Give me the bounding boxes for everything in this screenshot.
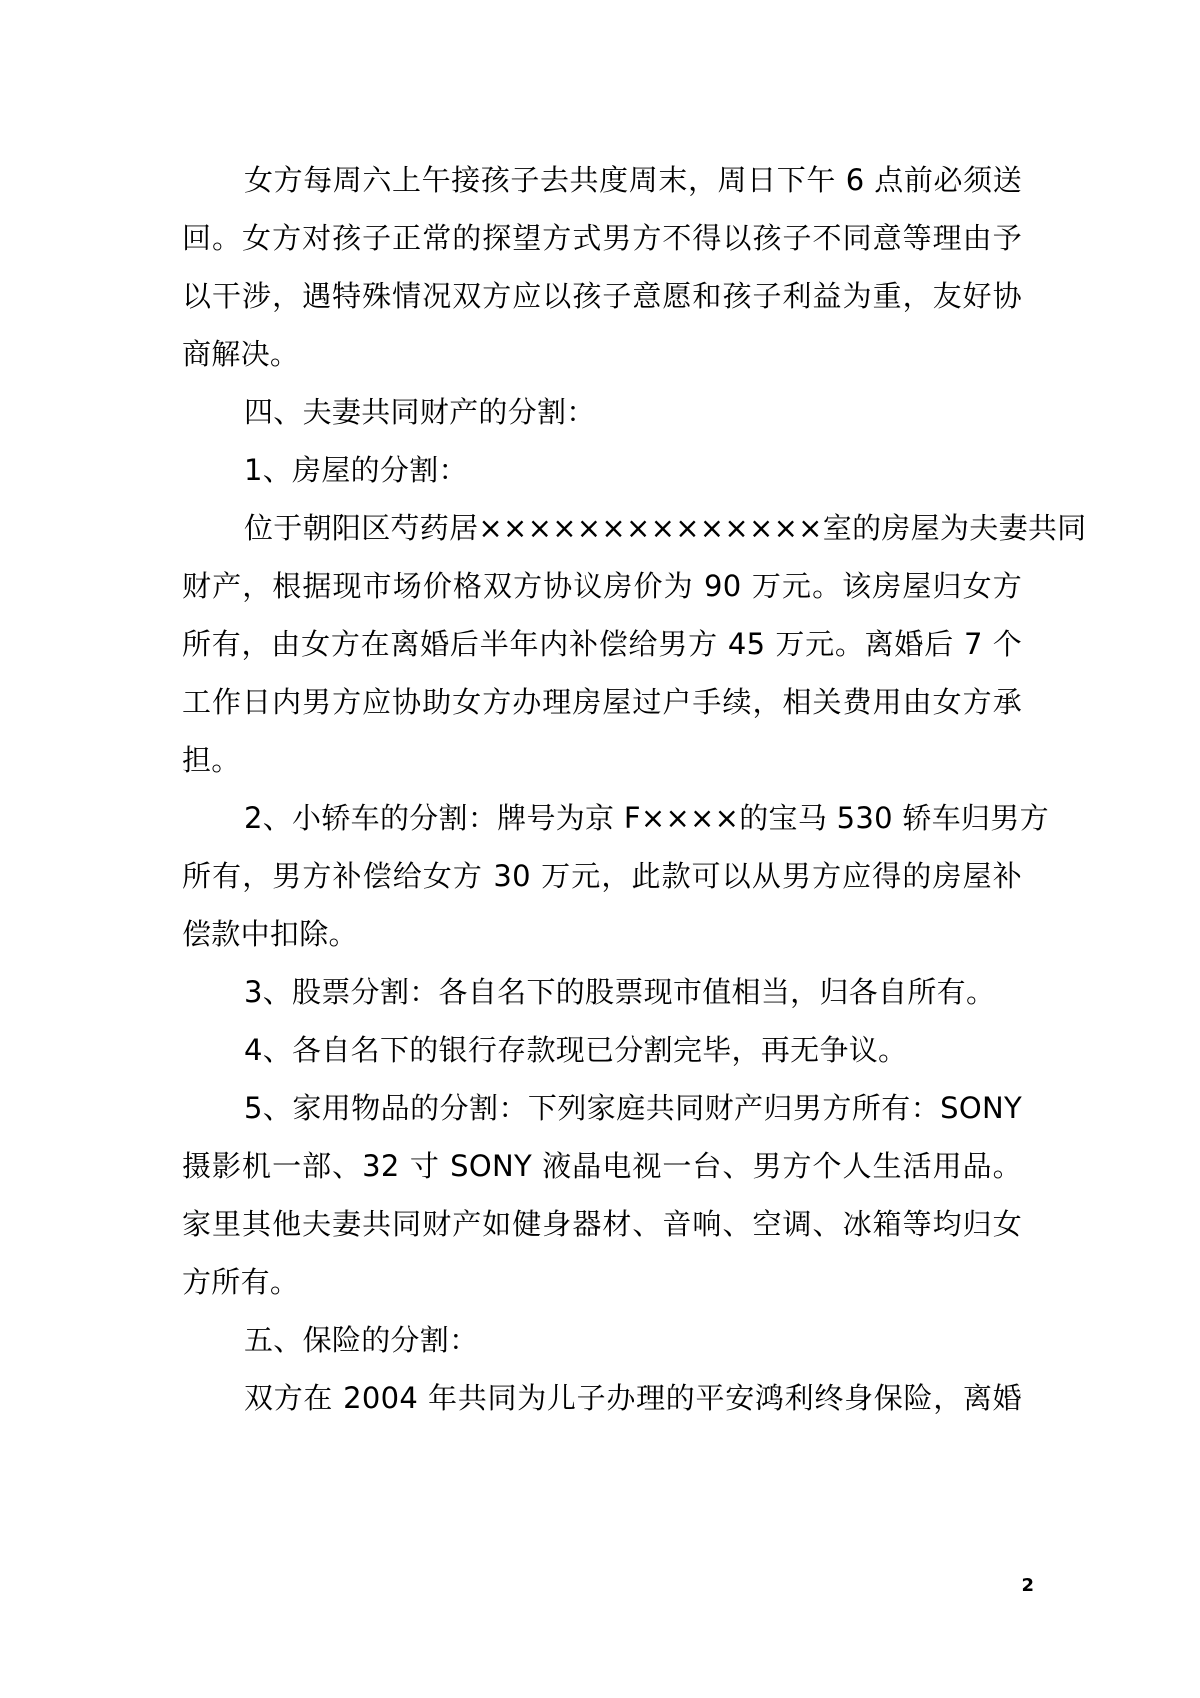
text-line: 所有，男方补偿给女方 30 万元，此款可以从男方应得的房屋补	[182, 859, 1022, 893]
text-line: 商解决。	[182, 337, 300, 371]
text-line: 财产，根据现市场价格双方协议房价为 90 万元。该房屋归女方	[182, 569, 1022, 603]
text-line: 担。	[182, 743, 241, 777]
text-line: 双方在 2004 年共同为儿子办理的平安鸿利终身保险，离婚	[244, 1381, 1022, 1415]
subsection-heading: 1、房屋的分割：	[244, 453, 468, 487]
text-line: 位于朝阳区芍药居××××××××××××××室的房屋为夫妻共同	[244, 511, 1087, 545]
text-line: 摄影机一部、32 寸 SONY 液晶电视一台、男方个人生活用品。	[182, 1149, 1022, 1183]
text-line: 以干涉，遇特殊情况双方应以孩子意愿和孩子利益为重，友好协	[182, 279, 1022, 313]
text-line: 2、小轿车的分割：牌号为京 F××××的宝马 530 轿车归男方	[244, 801, 1049, 835]
text-line: 回。女方对孩子正常的探望方式男方不得以孩子不同意等理由予	[182, 221, 1022, 255]
text-line: 工作日内男方应协助女方办理房屋过户手续，相关费用由女方承	[182, 685, 1022, 719]
section-heading: 四、夫妻共同财产的分割：	[244, 395, 596, 429]
text-line: 5、家用物品的分割：下列家庭共同财产归男方所有：SONY	[244, 1091, 1022, 1125]
text-line: 女方每周六上午接孩子去共度周末，周日下午 6 点前必须送	[244, 163, 1022, 197]
text-line: 所有，由女方在离婚后半年内补偿给男方 45 万元。离婚后 7 个	[182, 627, 1022, 661]
page-number: 2	[1021, 1575, 1034, 1596]
text-line: 方所有。	[182, 1265, 300, 1299]
text-line: 家里其他夫妻共同财产如健身器材、音响、空调、冰箱等均归女	[182, 1207, 1022, 1241]
text-line: 3、股票分割：各自名下的股票现市值相当，归各自所有。	[244, 975, 996, 1009]
text-line: 偿款中扣除。	[182, 917, 358, 951]
text-line: 4、各自名下的银行存款现已分割完毕，再无争议。	[244, 1033, 908, 1067]
section-heading: 五、保险的分割：	[244, 1323, 479, 1357]
